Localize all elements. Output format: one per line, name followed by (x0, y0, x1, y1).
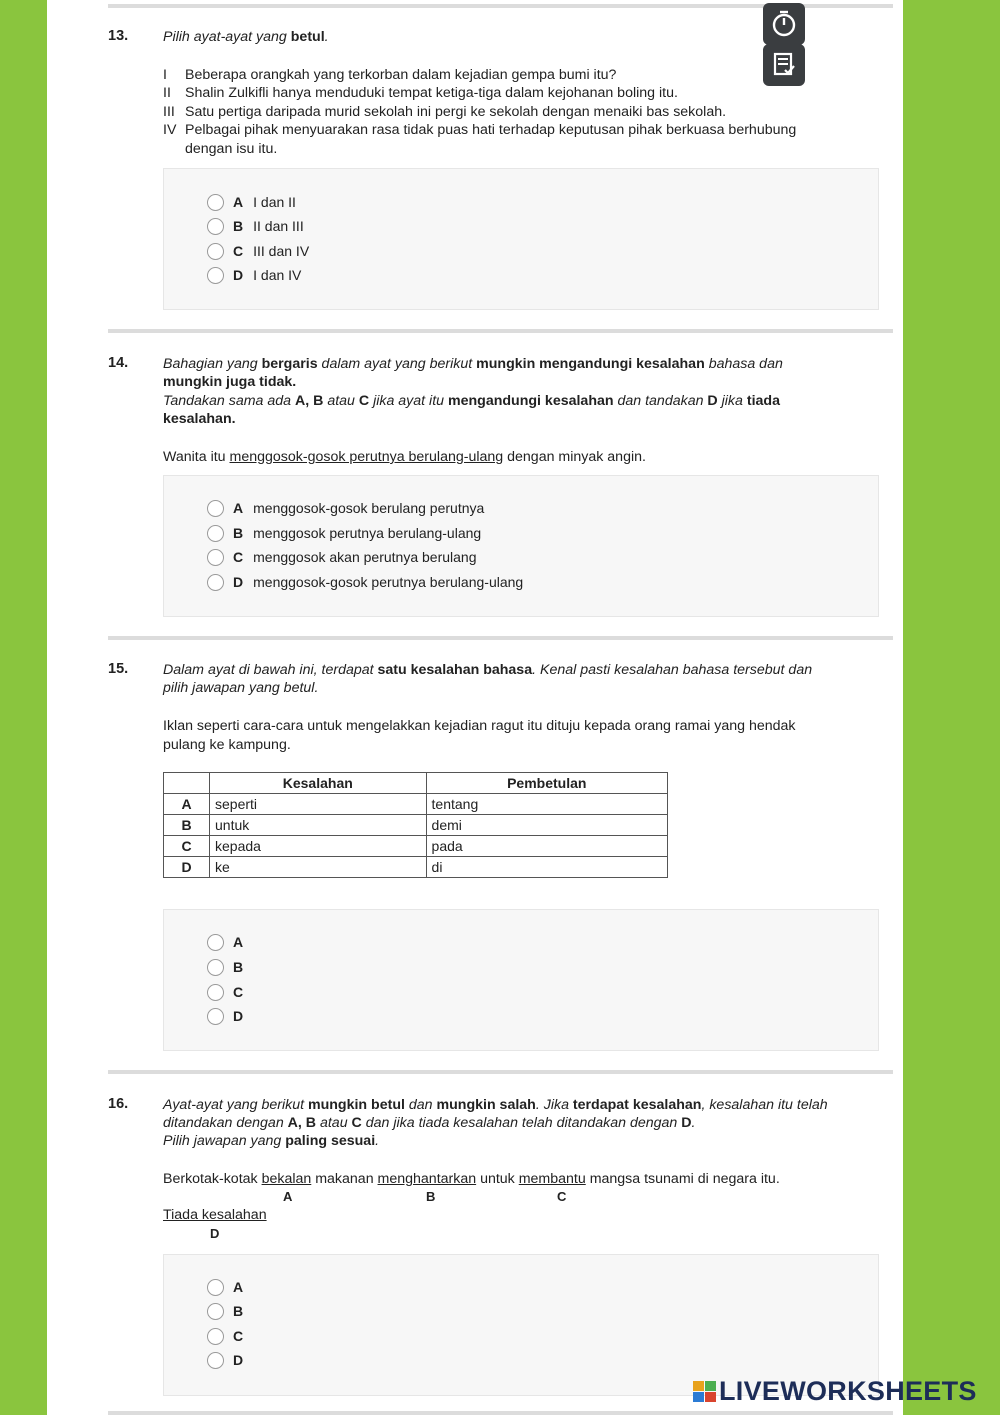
question-14-prompt-line3: Tandakan sama ada A, B atau C jika ayat itu mengandungi kesalahan dan tandakan D jika tiada (163, 393, 780, 409)
question-13-options (163, 168, 879, 310)
question-13-number: 13. (108, 28, 129, 44)
option-13-a[interactable]: A I dan II (207, 192, 296, 212)
table-row (164, 857, 668, 878)
radio-icon[interactable] (207, 243, 224, 260)
option-13-d[interactable]: D I dan IV (207, 265, 301, 285)
option-14-b[interactable]: B menggosok perutnya berulang-ulang (207, 523, 481, 543)
table-row-letter: B (164, 815, 210, 836)
question-14-prompt-line1: Bahagian yang bergaris dalam ayat yang berikut mungkin mengandungi kesalahan bahasa dan (163, 356, 783, 372)
checklist-icon (763, 44, 805, 86)
table-cell-kesalahan: ke (210, 857, 427, 878)
question-16-sentence: Berkotak-kotak bekalan makanan menghantarkan untuk membantu mangsa tsunami di negara itu. (163, 1171, 780, 1187)
option-15-a[interactable]: A (207, 932, 253, 952)
question-15-sentence-line1: Iklan seperti cara-cara untuk mengelakkan kejadian ragut itu dituju kepada orang ramai yang hendak (163, 718, 796, 734)
table-row-letter: D (164, 857, 210, 878)
right-green-border (903, 0, 1000, 1415)
option-14-c[interactable]: C menggosok akan perutnya berulang (207, 547, 477, 567)
table-row (164, 836, 668, 857)
divider-14-15 (108, 636, 893, 640)
table-cell-pembetulan: demi (426, 815, 667, 836)
radio-icon[interactable] (207, 1303, 224, 1320)
table-row (164, 794, 668, 815)
divider-13-14 (108, 329, 893, 333)
radio-icon[interactable] (207, 959, 224, 976)
radio-icon[interactable] (207, 218, 224, 235)
liveworksheets-logo: LIVEWORKSHEETS (693, 1376, 977, 1407)
sentence-mark-d: D (210, 1226, 220, 1241)
timer-icon (763, 3, 805, 45)
option-16-b[interactable]: B (207, 1301, 253, 1321)
table-cell-pembetulan: pada (426, 836, 667, 857)
table-row-letter: C (164, 836, 210, 857)
option-16-c[interactable]: C (207, 1326, 253, 1346)
option-15-b[interactable]: B (207, 957, 253, 977)
option-14-d[interactable]: D menggosok-gosok perutnya berulang-ulang (207, 572, 523, 592)
table-row (164, 815, 668, 836)
table-cell-pembetulan: di (426, 857, 667, 878)
question-15-prompt-line1: Dalam ayat di bawah ini, terdapat satu kesalahan bahasa. Kenal pasti kesalahan bahasa tersebut dan (163, 662, 813, 678)
option-16-a[interactable]: A (207, 1277, 253, 1297)
table-header-kesalahan: Kesalahan (210, 773, 427, 794)
radio-icon[interactable] (207, 267, 224, 284)
table-cell-kesalahan: seperti (210, 794, 427, 815)
sentence-mark-c: C (557, 1189, 567, 1204)
question-14-prompt-line2: mungkin juga tidak. (163, 374, 297, 390)
option-15-c[interactable]: C (207, 982, 253, 1002)
question-14-options (163, 475, 879, 617)
option-14-a[interactable]: A menggosok-gosok berulang perutnya (207, 498, 484, 518)
sentence-mark-a: A (283, 1189, 293, 1204)
table-cell-kesalahan: kepada (210, 836, 427, 857)
table-cell-kesalahan: untuk (210, 815, 427, 836)
statement-i: I Beberapa orangkah yang terkorban dalam kejadian gempa bumi itu? (163, 67, 617, 83)
live-badge-icon (693, 1379, 717, 1403)
radio-icon[interactable] (207, 1352, 224, 1369)
radio-icon[interactable] (207, 194, 224, 211)
question-16-prompt-line3: Pilih jawapan yang paling sesuai. (163, 1133, 380, 1149)
question-14-prompt-line4: kesalahan. (163, 411, 236, 427)
radio-icon[interactable] (207, 1279, 224, 1296)
left-green-border (0, 0, 47, 1415)
table-row-letter: A (164, 794, 210, 815)
statement-iv-continued: dengan isu itu. (185, 141, 278, 157)
question-15-number: 15. (108, 661, 129, 677)
option-13-b[interactable]: B II dan III (207, 216, 304, 236)
sentence-mark-b: B (426, 1189, 436, 1204)
radio-icon[interactable] (207, 934, 224, 951)
question-13-prompt: Pilih ayat-ayat yang betul. (163, 29, 329, 45)
statement-iii: III Satu pertiga daripada murid sekolah ini pergi ke sekolah dengan menaiki bas sekolah. (163, 104, 727, 120)
kesalahan-table (163, 772, 668, 878)
question-16-options (163, 1254, 879, 1396)
table-cell-pembetulan: tentang (426, 794, 667, 815)
question-15-options (163, 909, 879, 1051)
divider-bottom (108, 1411, 893, 1415)
question-14-number: 14. (108, 355, 129, 371)
option-16-d[interactable]: D (207, 1350, 253, 1370)
option-13-c[interactable]: C III dan IV (207, 241, 309, 261)
radio-icon[interactable] (207, 549, 224, 566)
radio-icon[interactable] (207, 500, 224, 517)
question-15-sentence-line2: pulang ke kampung. (163, 737, 291, 753)
table-header-pembetulan: Pembetulan (426, 773, 667, 794)
radio-icon[interactable] (207, 525, 224, 542)
question-16-number: 16. (108, 1096, 129, 1112)
timer-button[interactable] (763, 3, 805, 45)
option-15-d[interactable]: D (207, 1006, 253, 1026)
statement-ii: II Shalin Zulkifli hanya menduduki tempat ketiga-tiga dalam kejohanan boling itu. (163, 85, 678, 101)
table-header-blank (164, 773, 210, 794)
table-header-row (164, 773, 668, 794)
question-15-prompt-line2: pilih jawapan yang betul. (163, 680, 319, 696)
radio-icon[interactable] (207, 1328, 224, 1345)
statement-iv: IV Pelbagai pihak menyuarakan rasa tidak puas hati terhadap keputusan pihak berkuasa berhubung (163, 122, 797, 138)
radio-icon[interactable] (207, 1008, 224, 1025)
radio-icon[interactable] (207, 984, 224, 1001)
question-14-sentence: Wanita itu menggosok-gosok perutnya berulang-ulang dengan minyak angin. (163, 449, 646, 465)
radio-icon[interactable] (207, 574, 224, 591)
question-16-prompt-line2: ditandakan dengan A, B atau C dan jika tiada kesalahan telah ditandakan dengan D. (163, 1115, 696, 1131)
tiada-kesalahan-label: Tiada kesalahan (163, 1207, 267, 1223)
divider-15-16 (108, 1070, 893, 1074)
question-16-prompt-line1: Ayat-ayat yang berikut mungkin betul dan mungkin salah. Jika terdapat kesalahan, kesalahan itu telah (163, 1097, 828, 1113)
check-answers-button[interactable] (763, 44, 805, 86)
